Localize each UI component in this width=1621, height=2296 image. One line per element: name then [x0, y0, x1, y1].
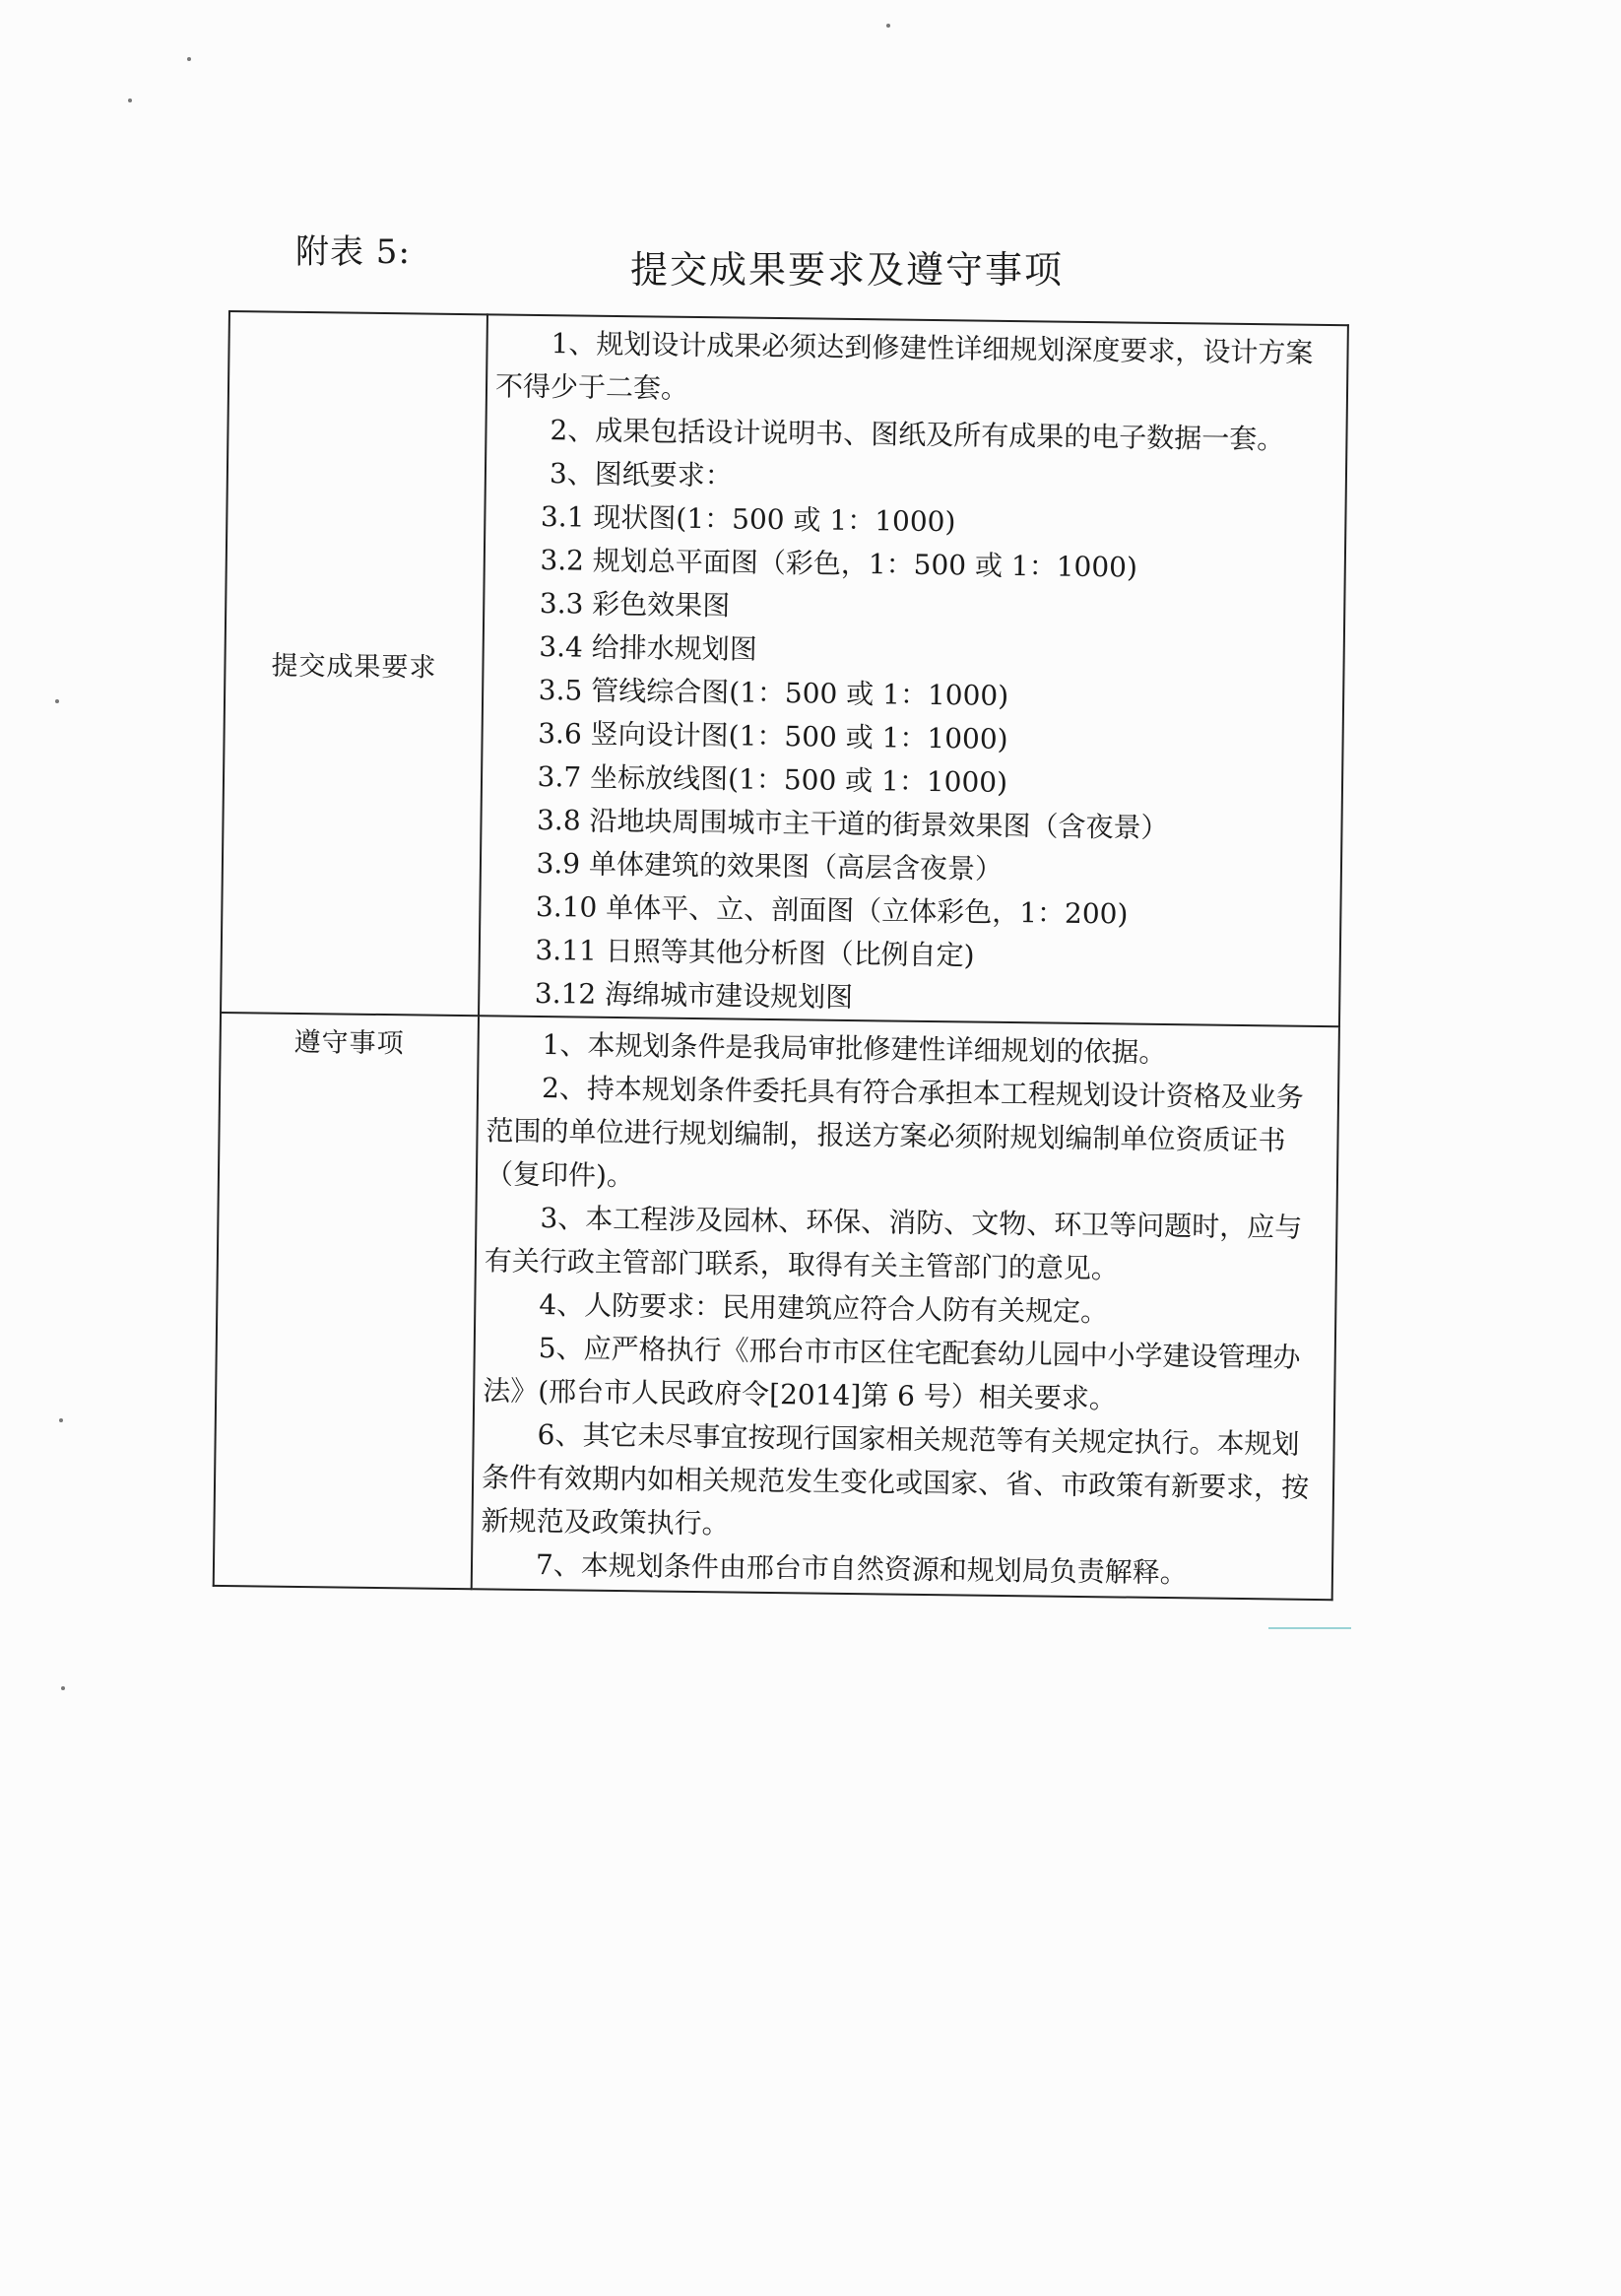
document-title: 提交成果要求及遵守事项 [630, 248, 1065, 292]
table-row-submission [221, 311, 1348, 1026]
compliance-paragraph-2: 2、持本规划条件委托具有符合承担本工程规划设计资格及业务范围的单位进行规划编制，报送方案必须附规划编制单位资质证书（复印件)。 [485, 1072, 1305, 1193]
section-label-compliance: 遵守事项 [214, 1013, 479, 1589]
drawing-item: 3.8 沿地块周围城市主干道的街景效果图（含夜景） [536, 803, 1169, 845]
drawing-item: 3.6 竖向设计图(1：500 或 1：1000) [538, 716, 1008, 755]
submission-paragraph-2: 2、成果包括设计说明书、图纸及所有成果的电子数据一套。 [550, 414, 1285, 456]
table-row-compliance [214, 1013, 1339, 1600]
drawing-item: 3.3 彩色效果图 [539, 586, 731, 623]
scan-speck [59, 1418, 63, 1422]
scan-speck [55, 699, 59, 703]
compliance-paragraph-7: 7、本规划条件由邢台市自然资源和规划局负责解释。 [535, 1548, 1189, 1590]
submission-requirements-cell [479, 314, 1348, 1026]
section-label-submission: 提交成果要求 [221, 311, 487, 1016]
scan-artifact-line [1268, 1627, 1351, 1629]
submission-paragraph-3: 3、图纸要求： [549, 457, 733, 492]
drawing-item: 3.12 海绵城市建设规划图 [534, 976, 854, 1015]
drawing-item: 3.9 单体建筑的效果图（高层含夜景） [536, 846, 1004, 886]
compliance-items-cell [472, 1016, 1339, 1600]
drawing-item: 3.4 给排水规划图 [539, 629, 757, 666]
drawing-item: 3.2 规划总平面图（彩色，1：500 或 1：1000) [540, 543, 1138, 584]
scan-speck [886, 24, 890, 28]
drawing-item: 3.5 管线综合图(1：500 或 1：1000) [538, 673, 1009, 712]
compliance-paragraph-6: 6、其它未尽事宜按现行国家相关规范等有关规定执行。本规划条件有效期内如相关规范发生变化或国家、省、市政策有新要求，按新规范及政策执行。 [481, 1418, 1310, 1541]
compliance-paragraph-3: 3、本工程涉及园林、环保、消防、文物、环卫等问题时，应与有关行政主管部门联系，取得有关主管部门的意见。 [484, 1202, 1303, 1285]
requirements-table-wrapper [213, 310, 1349, 1591]
requirements-table [213, 310, 1349, 1601]
drawing-item: 3.10 单体平、立、剖面图（立体彩色，1：200) [535, 889, 1129, 931]
scan-speck [128, 98, 132, 102]
compliance-paragraph-4: 4、人防要求：民用建筑应符合人防有关规定。 [539, 1288, 1109, 1329]
compliance-paragraph-1: 1、本规划条件是我局审批修建性详细规划的依据。 [542, 1028, 1167, 1070]
scan-speck [61, 1686, 65, 1690]
compliance-paragraph-5: 5、应严格执行《邢台市市区住宅配套幼儿园中小学建设管理办法》(邢台市人民政府令[2014]第 6 号）相关要求。 [483, 1332, 1301, 1415]
drawing-item: 3.11 日照等其他分析图（比例自定) [535, 933, 975, 972]
attachment-label: 附表 5: [295, 232, 411, 272]
scan-speck [187, 57, 191, 61]
drawing-item: 3.1 现状图(1：500 或 1：1000) [540, 500, 956, 539]
drawing-item: 3.7 坐标放线图(1：500 或 1：1000) [537, 759, 1008, 799]
submission-paragraph-1: 1、规划设计成果必须达到修建性详细规划深度要求，设计方案不得少于二套。 [494, 327, 1314, 405]
